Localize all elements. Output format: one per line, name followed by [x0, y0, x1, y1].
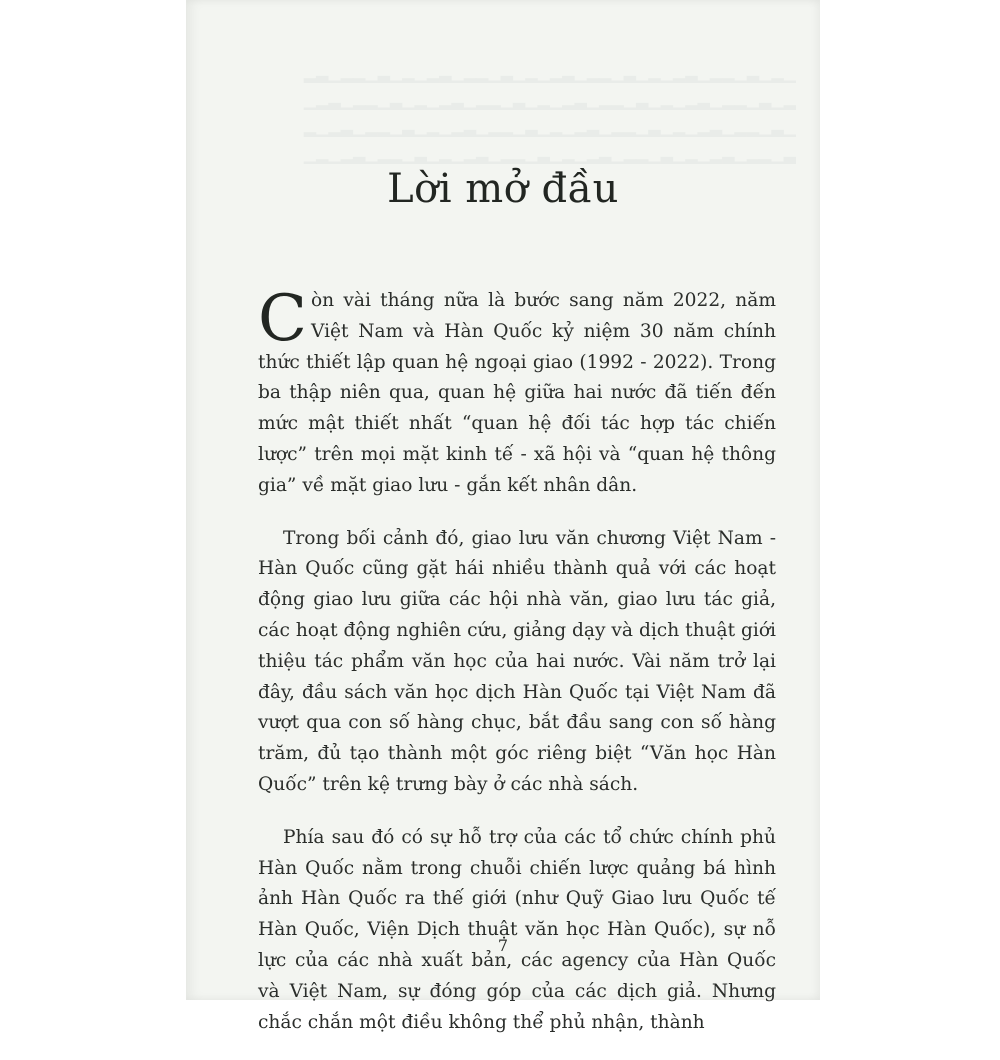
chapter-title: Lời mở đầu [387, 166, 619, 212]
paragraph-2: Trong bối cảnh đó, giao lưu văn chương Việt Nam - Hàn Quốc cũng gặt hái nhiều thành quả với các hoạt động giao lưu giữa các hội nhà văn, giao lưu tác giả, các hoạt động nghiên cứu, giảng dạy và dịch thuật giới thiệu tác phẩm văn học của hai nước. Vài năm trở lại đây, đầu sách văn học dịch Hàn Quốc tại Việt Nam đã vượt qua con số hàng chục, bắt đầu sang con số hàng trăm, đủ tạo thành một góc riêng biệt “Văn học Hàn Quốc” trên kệ trưng bày ở các nhà sách. [258, 527, 776, 795]
paragraph-1-text: òn vài tháng nữa là bước sang năm 2022, năm Việt Nam và Hàn Quốc kỷ niệm 30 năm chính thức thiết lập quan hệ ngoại giao (1992 - 2022). Trong ba thập niên qua, quan hệ giữa hai nước đã tiến đến mức mật thiết nhất “quan hệ đối tác hợp tác chiến lược” trên mọi mặt kinh tế - xã hội và “quan hệ thông gia” về mặt giao lưu - gắn kết nhân dân. [258, 290, 776, 496]
paragraph-1 [258, 282, 776, 502]
drop-cap: C [258, 282, 307, 356]
page-number: 7 [497, 936, 509, 955]
book-page [186, 0, 820, 1033]
paragraph-3: Phía sau đó có sự hỗ trợ của các tổ chức chính phủ Hàn Quốc nằm trong chuỗi chiến lược quảng bá hình ảnh Hàn Quốc ra thế giới (như Quỹ Giao lưu Quốc tế Hàn Quốc, Viện Dịch thuật văn học Hàn Quốc), sự nỗ lực của các nhà xuất bản, các agency của Hàn Quốc và Việt Nam, sự đóng góp của các dịch giả. Nhưng chắc chắn một điều không thể phủ nhận, thành [258, 826, 776, 1033]
show-through-texture: ▁▂▁▃▁▂▂▁▃▂▁▂▁▃▁▂▂▁▃▂▁▂▁▃▁▂▂▁▃▂▁▂▁▃▁▂▂▁▃▂ ▂▁▃▁▂▂▁▃▂▁▂▁▃▁▂▂▁▃▂▁▂▁▃▁▂▂▁▃▂▁▂▁▃▁▂▂▁▃▂▁ ▁▃▁▂▂▁▃▂▁▂▁▃▁▂▂▁▃▂▁▂▁▃▁▂▂▁▃▂▁▂▁▃▁▂▂▁▃▂▁▂ ▃▁▂▂▁▃▂▁▂▁▃▁▂▂▁▃▂▁▂▁▃▁▂▂▁▃▂▁▂▁▃▁▂▂▁▃▂▁▂▁ [303, 64, 796, 164]
